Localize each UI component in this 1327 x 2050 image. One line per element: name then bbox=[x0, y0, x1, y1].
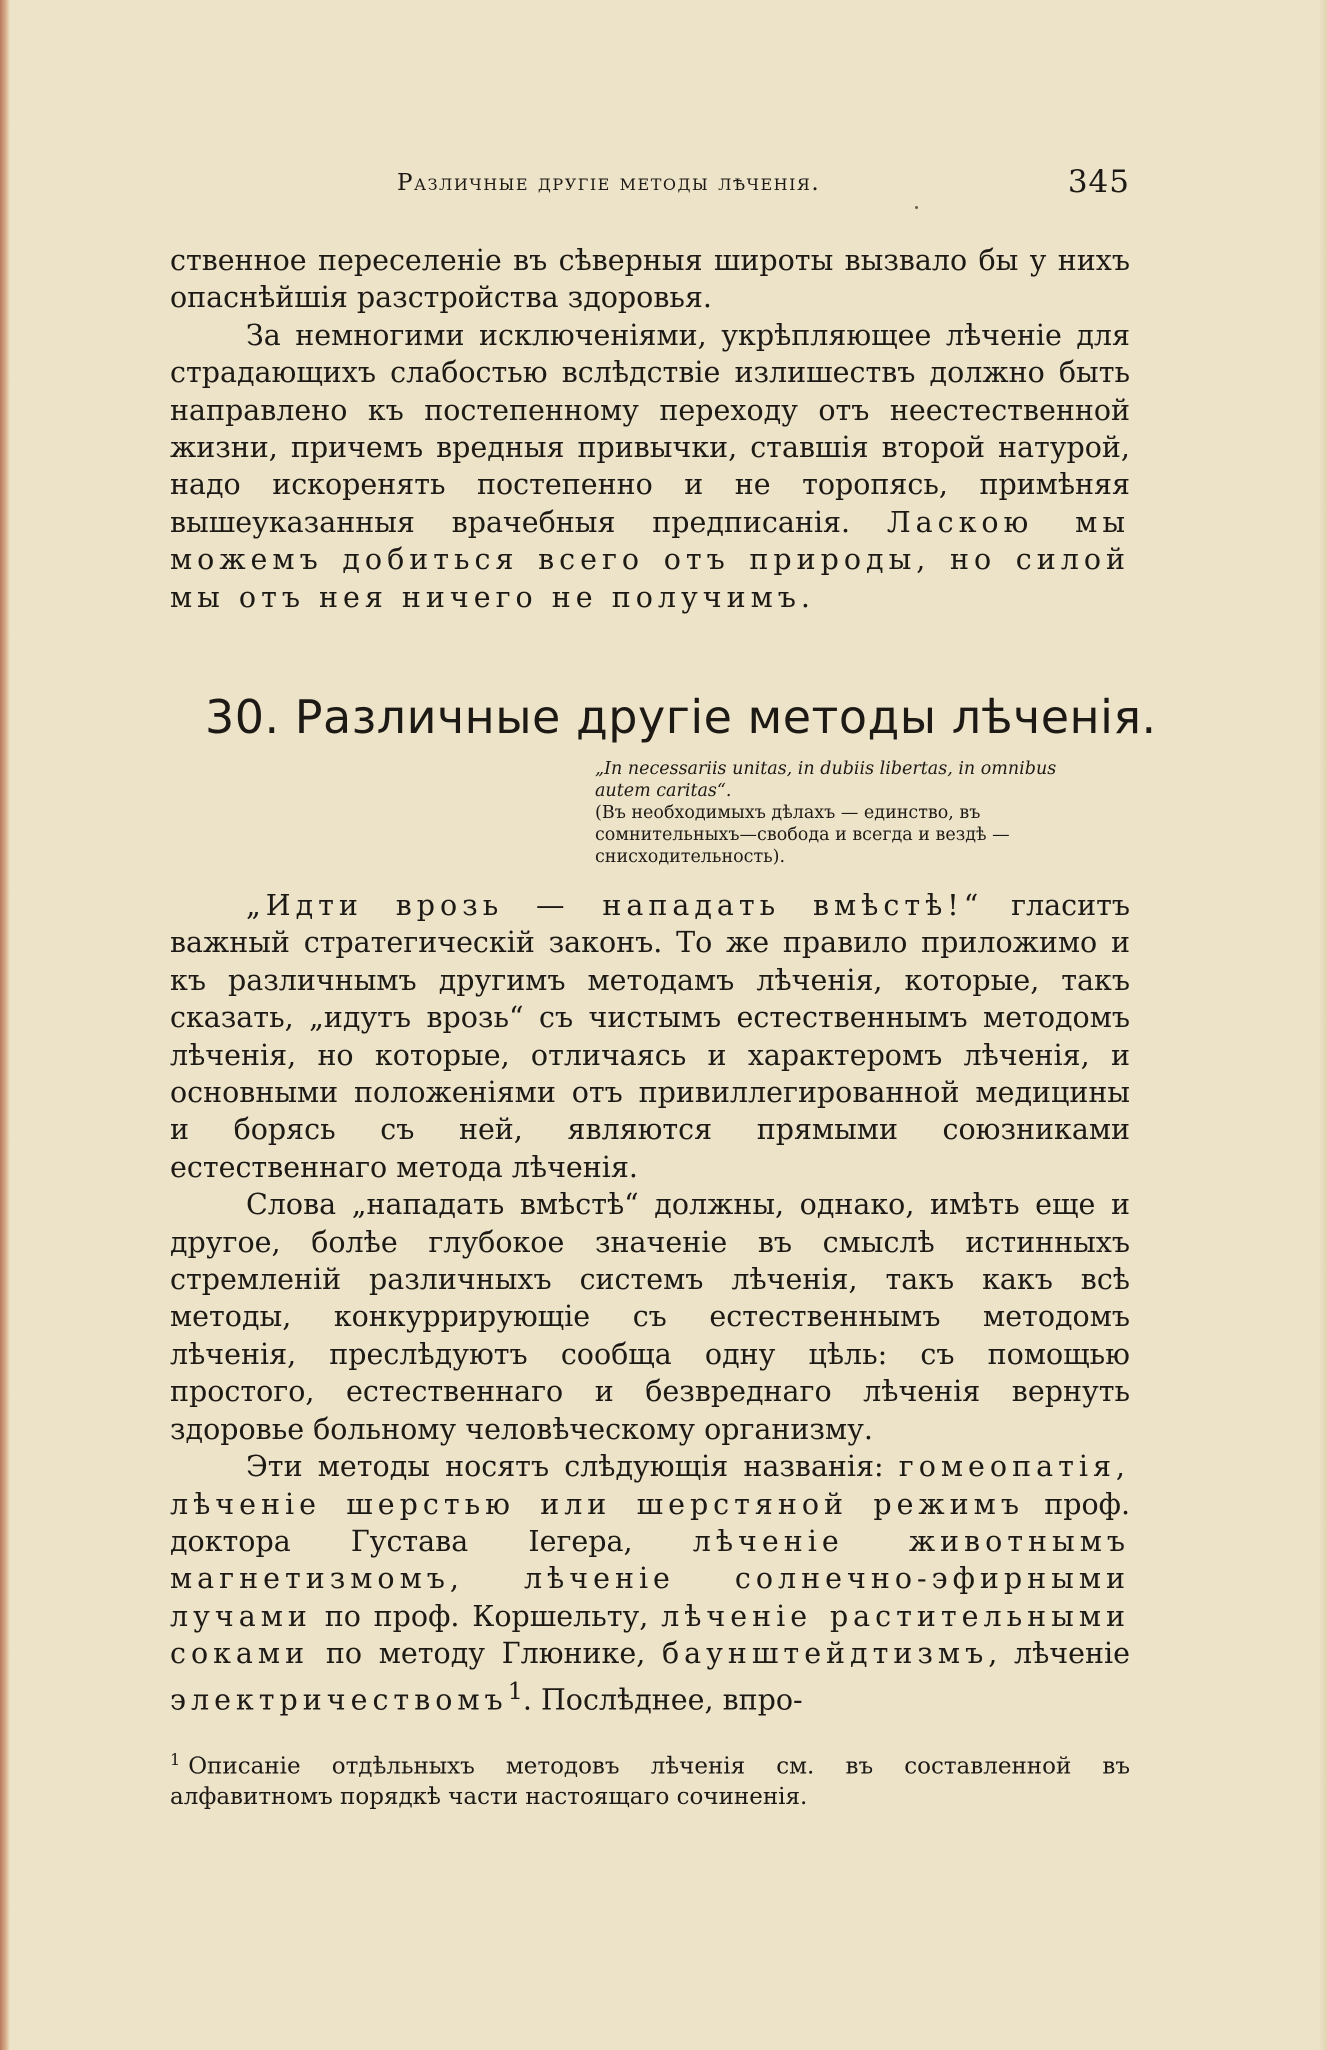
footnote-text: Описаніе отдѣльныхъ методовъ лѣченія см. въ составленной въ алфавитномъ порядкѣ части настоящаго сочиненія. bbox=[170, 1753, 1130, 1810]
method-plant-juices: лѣченіе растительными соками bbox=[170, 1599, 1130, 1671]
paragraph-strategy bbox=[170, 887, 1130, 1186]
footnote bbox=[170, 1745, 1130, 1812]
footnote-mark: 1 bbox=[170, 1750, 181, 1769]
running-title: Различные другіе методы лѣченія. bbox=[397, 170, 821, 196]
method-magnetism-solar: лѣченіе животнымъ магнетизмомъ, лѣченіе солнечно-эфирными лучами bbox=[170, 1524, 1130, 1633]
method-homeopathy-wool: гомеопатія, лѣченіе шерстью или шерстяной режимъ bbox=[170, 1450, 1130, 1521]
paragraph-strategy-text: гласитъ важный стратегическій законъ. То же правило приложимо и къ различнымъ другимъ методамъ лѣченія, которые, такъ сказать, „идутъ врозь“ съ чистымъ естественнымъ методомъ лѣченія, но которые, отличаясь и характеромъ лѣченія, и основными положеніями отъ привиллегированной медицины и борясь съ ней, являются прямыми союзниками естественнаго метода лѣченія. bbox=[170, 889, 1130, 1184]
page-edge-right bbox=[1319, 0, 1327, 2050]
paragraph-meaning: Слова „нападать вмѣстѣ“ должны, однако, имѣть еще и другое, болѣе глубокое значеніе въ смыслѣ истинныхъ стремленій различныхъ системъ лѣченія, такъ какъ всѣ методы, конкуррирующіе съ естественнымъ методомъ лѣченія, преслѣдуютъ сообща одну цѣль: съ помощью простого, естественнаго и безвреднаго лѣченія вернуть здоровье больному человѣческому организму. bbox=[170, 1188, 1130, 1446]
chapter-heading bbox=[205, 690, 1157, 744]
running-head bbox=[170, 164, 1130, 210]
paragraph-treatment bbox=[170, 317, 1130, 616]
methods-text: по проф. Коршельту, bbox=[311, 1599, 662, 1633]
methods-text: по методу Глюнике, bbox=[309, 1637, 663, 1671]
chapter-title: Различные другіе методы лѣченія. bbox=[294, 690, 1157, 744]
continued-paragraph: ственное переселеніе въ сѣверныя широты вызвало бы у нихъ опаснѣйшія разстройства здоровья. bbox=[170, 244, 1130, 315]
body-text-block bbox=[170, 887, 1130, 1718]
paragraph-treatment-text: За немногими исключеніями, укрѣпляющее лѣченіе для страдающихъ слабостью вслѣдствіе излишествъ должно быть направлено къ постепенному переходу отъ неестественной жизни, причемъ вредныя привычки, ставшія второй натурой, надо искоренять постепенно и не торопясь, примѣняя вышеуказанныя врачебныя предписанія. bbox=[170, 318, 1130, 539]
page-number: 345 bbox=[1067, 164, 1130, 200]
ink-dot bbox=[915, 206, 918, 209]
methods-text-end: . Послѣднее, впро- bbox=[522, 1683, 803, 1717]
method-baunscheidtism: баунштейдтизмъ bbox=[662, 1637, 989, 1671]
top-text-block bbox=[170, 242, 1130, 616]
spaced-quote: „Идти врозь — нападать вмѣстѣ!“ bbox=[246, 889, 984, 922]
footnote-ref[interactable]: 1 bbox=[507, 1676, 523, 1705]
chapter-number: 30. bbox=[205, 690, 280, 744]
method-electricity: электричествомъ bbox=[170, 1683, 508, 1717]
methods-text: проф. доктора Густава Іегера, bbox=[170, 1487, 1130, 1558]
methods-intro: Эти методы носятъ слѣдующія названія: bbox=[246, 1450, 899, 1484]
epigraph-latin: „In necessariis unitas, in dubiis libertas, in omnibus autem caritas“. bbox=[595, 759, 1057, 801]
paragraph-methods bbox=[170, 1448, 1130, 1718]
page-edge-left bbox=[0, 0, 10, 2050]
methods-text: , лѣченіе bbox=[988, 1637, 1130, 1671]
epigraph bbox=[595, 758, 1110, 868]
epigraph-translation: (Въ необходимыхъ дѣлахъ — единство, въ сомнительныхъ—свобода и всегда и вездѣ — снисходительность). bbox=[595, 803, 1010, 867]
spaced-maxim: Ласкою мы можемъ добиться всего отъ природы, но силой мы отъ нея ничего не получимъ. bbox=[170, 505, 1130, 614]
